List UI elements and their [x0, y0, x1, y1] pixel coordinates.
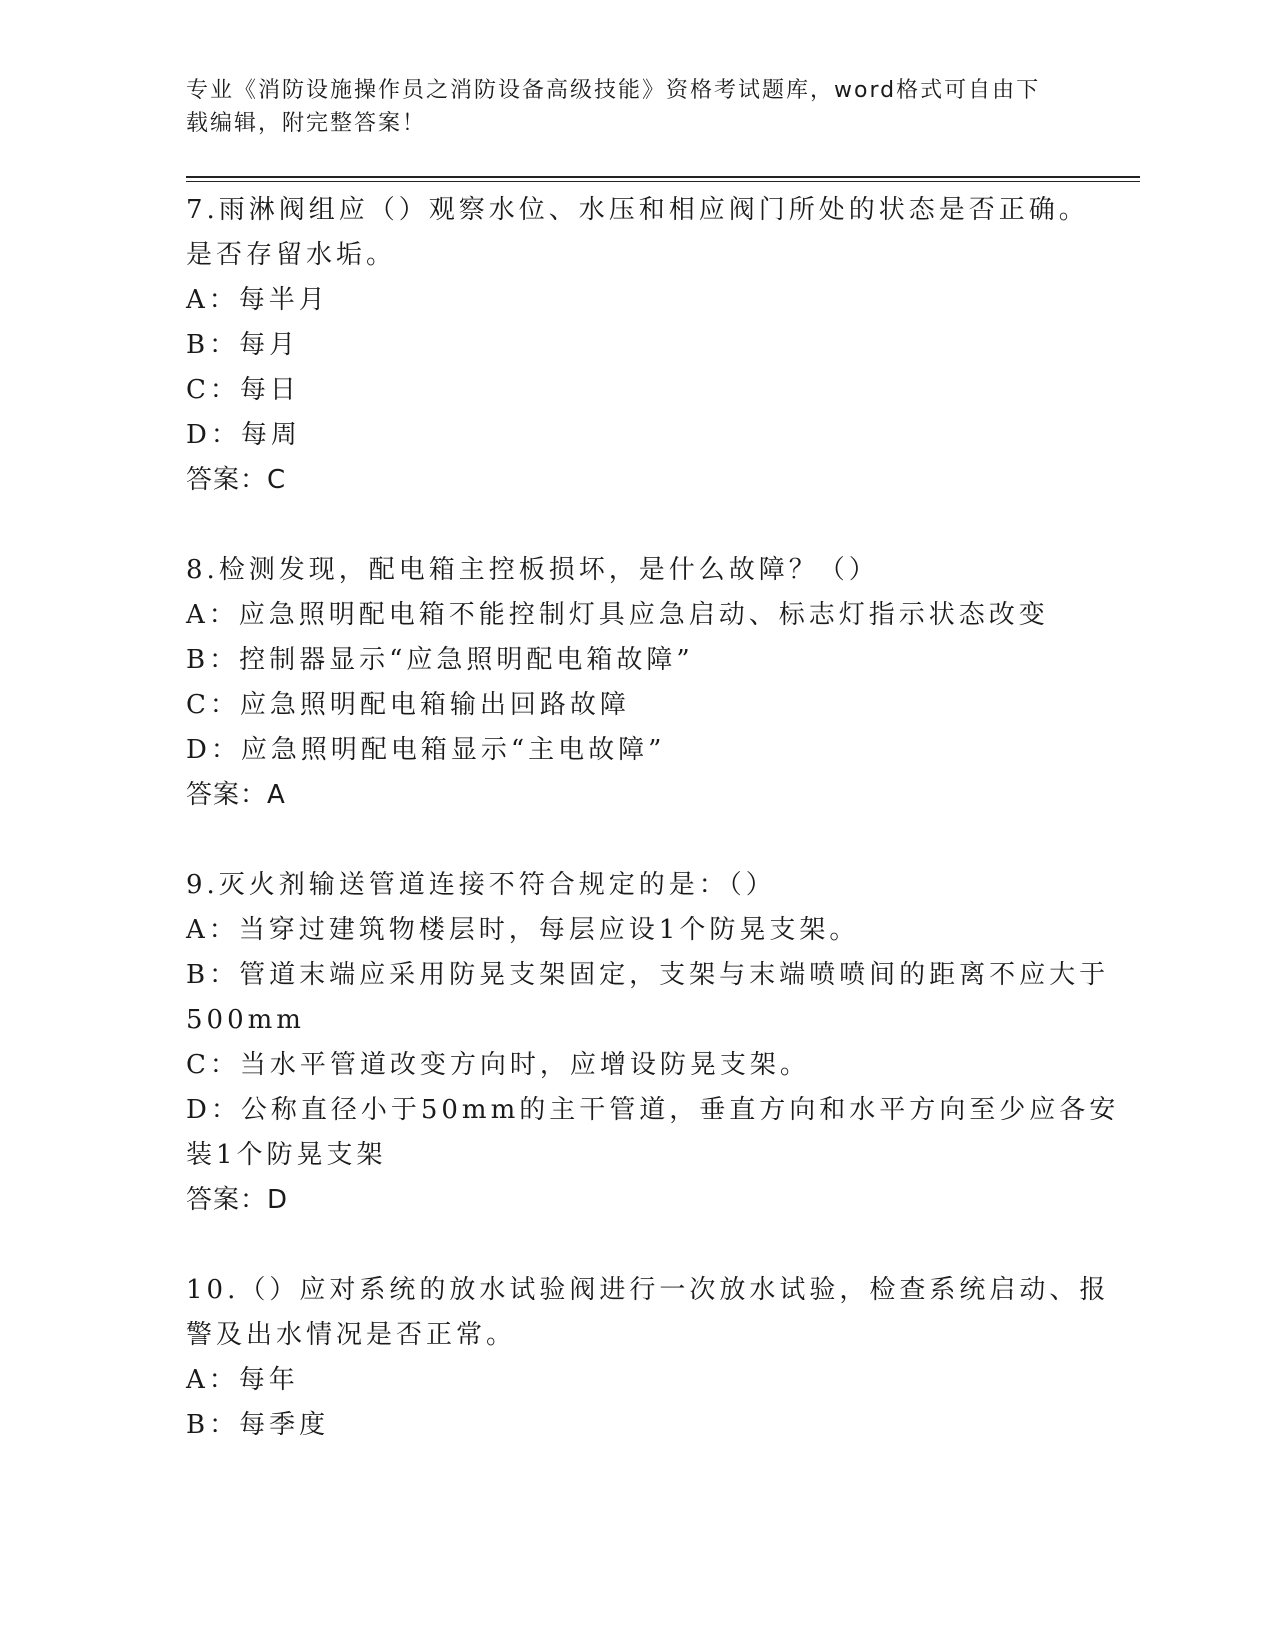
option-c: C：每日 — [186, 375, 300, 405]
question-list — [186, 188, 1120, 1448]
question-9 — [186, 863, 1120, 1223]
question-10 — [186, 1268, 1110, 1448]
option-d: D：应急照明配电箱显示“主电故障” — [186, 735, 666, 765]
header-rule-thin — [186, 181, 1140, 182]
question-text: 10.（）应对系统的放水试验阀进行一次放水试验，检查系统启动、报 — [186, 1275, 1110, 1305]
question-7 — [186, 188, 1089, 503]
question-text: 8.检测发现，配电箱主控板损坏，是什么故障？（） — [186, 555, 879, 585]
option-b: B：管道末端应采用防晃支架固定，支架与末端喷喷间的距离不应大于 — [186, 960, 1110, 990]
answer: 答案：D — [186, 1185, 289, 1215]
spacer — [186, 1223, 1066, 1268]
option-d: D：每周 — [186, 420, 301, 450]
option-c: C：应急照明配电箱输出回路故障 — [186, 690, 630, 720]
header-rule-thick — [186, 176, 1140, 178]
option-a: A：当穿过建筑物楼层时，每层应设1个防晃支架。 — [186, 915, 860, 945]
answer: 答案：C — [186, 465, 287, 495]
option-a: A：应急照明配电箱不能控制灯具应急启动、标志灯指示状态改变 — [186, 600, 1049, 630]
question-text: 9.灭火剂输送管道连接不符合规定的是：（） — [186, 870, 776, 900]
spacer — [186, 503, 1066, 548]
spacer — [186, 818, 1066, 863]
option-b: B：每季度 — [186, 1410, 330, 1440]
option-a: A：每年 — [186, 1365, 299, 1395]
option-c: C：当水平管道改变方向时，应增设防晃支架。 — [186, 1050, 810, 1080]
option-d: D：公称直径小于50mm的主干管道，垂直方向和水平方向至少应各安 — [186, 1095, 1120, 1125]
question-8 — [186, 548, 1066, 818]
option-b: B：每月 — [186, 330, 300, 360]
option-d-continued: 装1个防晃支架 — [186, 1140, 387, 1170]
answer: 答案：A — [186, 780, 286, 810]
document-header: 专业《消防设施操作员之消防设备高级技能》资格考试题库，word格式可自由下 载编辑，附完整答案！ — [186, 78, 1041, 136]
question-text: 7.雨淋阀组应（）观察水位、水压和相应阀门所处的状态是否正确。 — [186, 195, 1089, 225]
option-a: A：每半月 — [186, 285, 329, 315]
question-text: 警及出水情况是否正常。 — [186, 1320, 517, 1350]
option-b: B：控制器显示“应急照明配电箱故障” — [186, 645, 694, 675]
option-b-continued: 500mm — [186, 1005, 305, 1035]
question-text: 是否存留水垢。 — [186, 240, 397, 270]
